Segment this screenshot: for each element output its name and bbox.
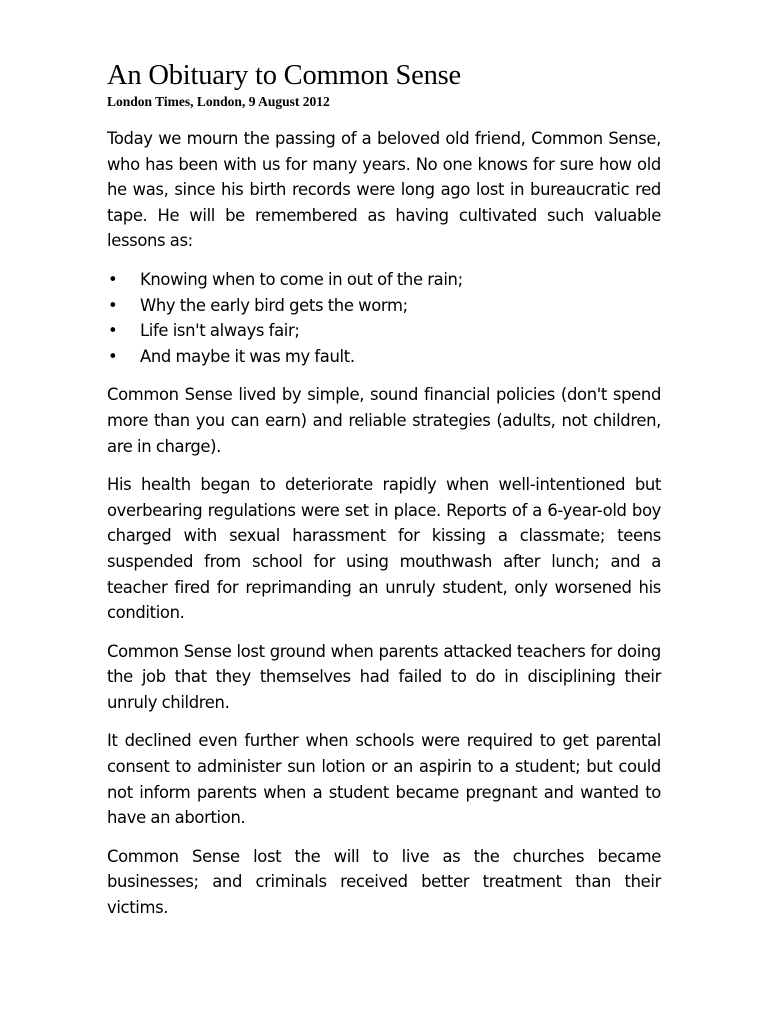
body-paragraph-schools: It declined even further when schools were required to get parental consent to administer sun lotion or an aspirin to a student; but could not inform parents when a student became pregnant and wanted to have an abortion. bbox=[107, 731, 661, 828]
list-item bbox=[107, 318, 661, 344]
article-title: An Obituary to Common Sense bbox=[107, 60, 461, 91]
bullet-icon: • bbox=[108, 346, 118, 366]
document-page bbox=[107, 58, 661, 934]
body-paragraph-financial: Common Sense lived by simple, sound financial policies (don't spend more than you can earn) and reliable strategies (adults, not children, are in charge). bbox=[107, 385, 661, 456]
lesson-text: Life isn't always fair; bbox=[140, 321, 300, 341]
lessons-list bbox=[107, 267, 661, 369]
body-paragraph-health: His health began to deteriorate rapidly when well-intentioned but overbearing regulations were set in place. Reports of a 6-year-old boy charged with sexual harassment for kissing a classmate; teens suspended from school for using mouthwash after lunch; and a teacher fired for reprimanding an unruly student, only worsened his condition. bbox=[107, 475, 661, 623]
bullet-icon: • bbox=[108, 321, 118, 341]
intro-paragraph: Today we mourn the passing of a beloved old friend, Common Sense, who has been with us for many years. No one knows for sure how old he was, since his birth records were long ago lost in bureaucratic red tape. He will be remembered as having cultivated such valuable lessons as: bbox=[107, 129, 661, 251]
article-body bbox=[107, 126, 661, 921]
list-item bbox=[107, 267, 661, 293]
body-paragraph-parents: Common Sense lost ground when parents attacked teachers for doing the job that they themselves had failed to do in disciplining their unruly children. bbox=[107, 641, 661, 712]
lesson-text: Knowing when to come in out of the rain; bbox=[140, 269, 463, 289]
body-paragraph-churches: Common Sense lost the will to live as the churches became businesses; and criminals received better treatment than their victims. bbox=[107, 846, 661, 918]
list-item bbox=[107, 344, 661, 370]
lesson-text: Why the early bird gets the worm; bbox=[140, 295, 408, 315]
list-item bbox=[107, 293, 661, 319]
bullet-icon: • bbox=[108, 269, 118, 289]
article-byline: London Times, London, 9 August 2012 bbox=[107, 94, 330, 109]
bullet-icon: • bbox=[108, 295, 118, 315]
lesson-text: And maybe it was my fault. bbox=[140, 346, 355, 366]
